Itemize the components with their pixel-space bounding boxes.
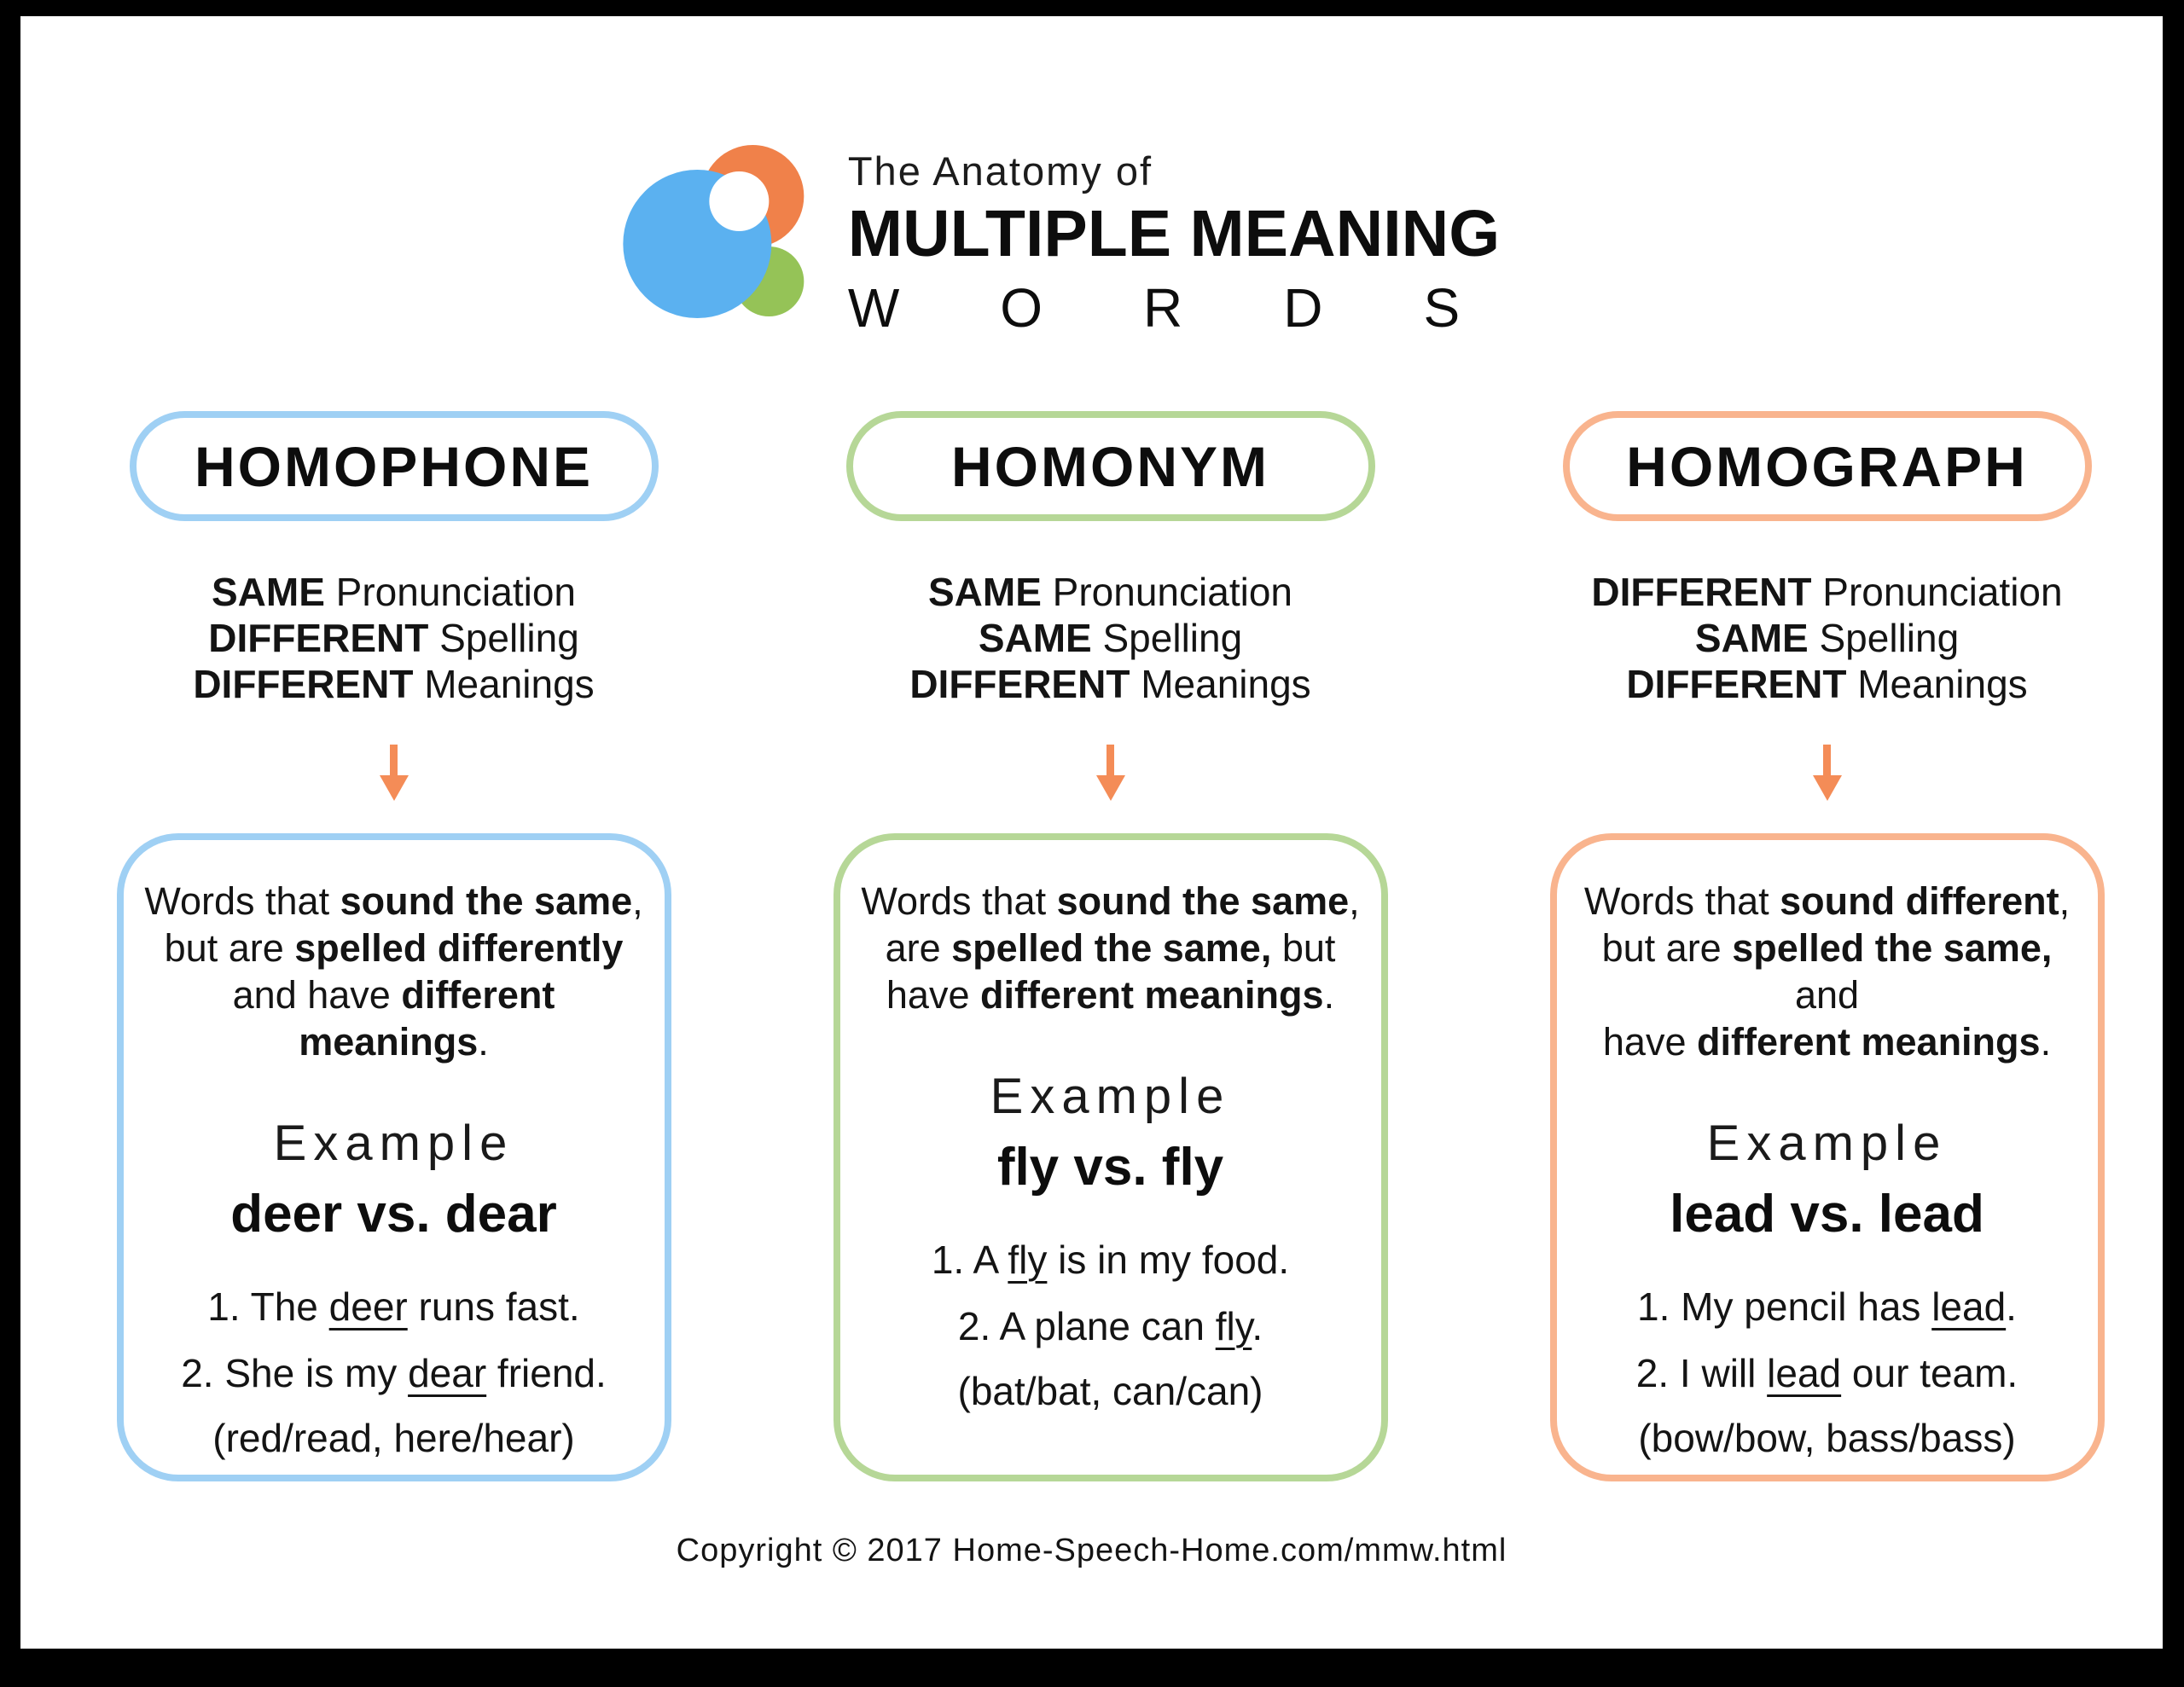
down-arrow-icon xyxy=(1813,745,1842,801)
example-sentence-2: 2. She is my dear friend. xyxy=(181,1351,607,1395)
logo-circle-white-icon xyxy=(709,171,769,231)
more-examples-note: (bow/bow, bass/bass) xyxy=(1638,1416,2016,1460)
homonym-description: Words that sound the same, are spelled the same, but have different meanings. xyxy=(861,879,1360,1017)
homonym-title-pill: HOMONYM xyxy=(846,411,1375,521)
trait-line: DIFFERENT Pronunciation xyxy=(1591,570,2063,614)
example-sentence-2: 2. I will lead our team. xyxy=(1635,1351,2018,1395)
more-examples-note: (red/read, here/hear) xyxy=(212,1416,575,1460)
homophone-description: Words that sound the same, but are spelled differently and have different meanings. xyxy=(144,879,643,1064)
logo-text xyxy=(847,141,1561,339)
homonym-traits xyxy=(909,569,1310,707)
column-homonym xyxy=(834,411,1388,1481)
trait-line: DIFFERENT Meanings xyxy=(193,662,595,706)
columns-row xyxy=(20,411,2163,1481)
homophone-traits xyxy=(193,569,594,707)
trait-line: SAME Spelling xyxy=(978,616,1243,660)
trait-line: DIFFERENT Meanings xyxy=(1626,662,2028,706)
trait-line: DIFFERENT Meanings xyxy=(909,662,1311,706)
copyright-text: Copyright © 2017 Home-Speech-Home.com/mmw.html xyxy=(676,1533,1507,1568)
example-pair: lead vs. lead xyxy=(1670,1185,1984,1244)
example-sentence-1: 1. A fly is in my food. xyxy=(931,1238,1290,1282)
homograph-title-pill: HOMOGRAPH xyxy=(1563,411,2092,521)
column-homograph xyxy=(1550,411,2105,1481)
down-arrow-icon xyxy=(380,745,409,801)
trait-line: SAME Pronunciation xyxy=(928,570,1292,614)
infographic-canvas xyxy=(20,16,2163,1649)
homonym-detail-box xyxy=(834,833,1388,1481)
down-arrow-icon xyxy=(1096,745,1125,801)
more-examples-note: (bat/bat, can/can) xyxy=(957,1369,1263,1413)
homophone-detail-box xyxy=(117,833,671,1481)
logo-mark xyxy=(623,141,805,323)
example-sentence-1: 1. My pencil has lead. xyxy=(1637,1284,2017,1329)
trait-line: DIFFERENT Spelling xyxy=(208,616,579,660)
homograph-traits xyxy=(1591,569,2062,707)
example-sentence-2: 2. A plane can fly. xyxy=(957,1304,1263,1348)
logo-title: MULTIPLE MEANING xyxy=(847,197,1501,270)
homograph-detail-box xyxy=(1550,833,2105,1481)
example-sentence-1: 1. The deer runs fast. xyxy=(207,1284,580,1329)
logo xyxy=(623,141,1561,339)
trait-line: SAME Spelling xyxy=(1694,616,1960,660)
logo-tagline: The Anatomy of xyxy=(847,148,1153,194)
example-label: Example xyxy=(990,1069,1231,1124)
column-homophone xyxy=(117,411,671,1481)
example-pair: deer vs. dear xyxy=(230,1185,557,1244)
homophone-title-pill: HOMOPHONE xyxy=(130,411,659,521)
example-label: Example xyxy=(273,1116,514,1171)
homograph-description: Words that sound different, but are spelled the same, and have different meanings. xyxy=(1583,879,2071,1064)
example-label: Example xyxy=(1706,1116,1948,1171)
logo-subtitle: WORDS xyxy=(847,277,1561,339)
example-pair: fly vs. fly xyxy=(996,1138,1224,1197)
trait-line: SAME Pronunciation xyxy=(212,570,576,614)
